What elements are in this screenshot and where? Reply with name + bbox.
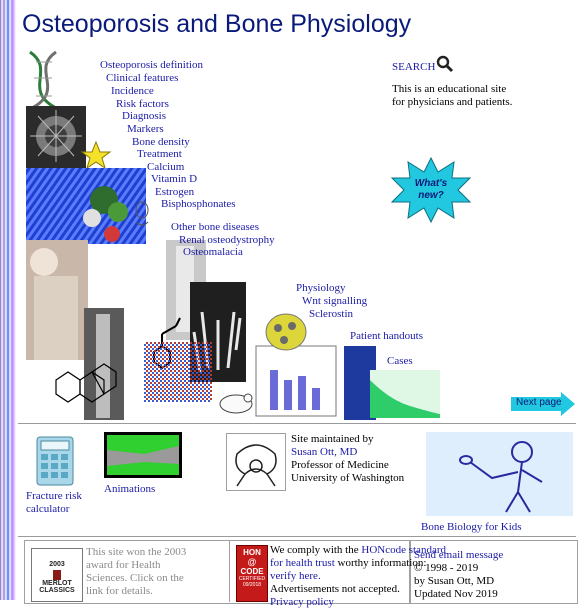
page-title: Osteoporosis and Bone Physiology [22, 10, 412, 38]
nav-physiology[interactable]: Physiology [296, 282, 346, 294]
divider-bottom [18, 536, 576, 537]
honcode-standard-link[interactable]: HONcode standard [361, 544, 446, 556]
bone-biology-kids-link[interactable]: Bone Biology for Kids [421, 521, 522, 533]
microarray-image [144, 342, 212, 402]
hon-badge-cert: CERTIFIED [238, 576, 266, 582]
blue-texture-image [26, 168, 146, 244]
updated-text: Updated Nov 2019 [414, 588, 498, 600]
nav-bisphosphonates[interactable]: Bisphosphonates [161, 198, 236, 210]
nav-cases[interactable]: Cases [387, 355, 413, 367]
merlot-name: MERLOT [42, 580, 72, 587]
animation-thumbnail[interactable] [104, 432, 182, 478]
hon-badge-code: CODE [240, 567, 264, 576]
intro-line-1: This is an educational site [392, 83, 507, 95]
nav-bone-density[interactable]: Bone density [132, 136, 190, 148]
nav-clinical-features[interactable]: Clinical features [106, 72, 179, 84]
verify-here-link[interactable]: verify here. [270, 570, 321, 582]
bone-wave-image [370, 370, 440, 418]
honcode-badge[interactable] [236, 545, 268, 602]
search-link[interactable]: SEARCH [392, 61, 436, 73]
merlot-badge[interactable] [31, 548, 83, 602]
honcode-text [270, 544, 446, 609]
merlot-year: 2003 [49, 561, 65, 568]
author-text: by Susan Ott, MD [414, 575, 495, 587]
maintainer-line-3: Professor of Medicine [291, 459, 389, 471]
dna-helix-icon [30, 52, 56, 108]
nav-renal-osteodystrophy[interactable]: Renal osteodystrophy [179, 234, 275, 246]
contact-block [414, 549, 503, 601]
health-trust-link[interactable]: for health trust [270, 557, 335, 569]
mouse-icon [220, 394, 252, 413]
intro-line-2: for physicians and patients. [392, 96, 513, 108]
merlot-text [86, 546, 186, 598]
hon-badge-at: @ [247, 557, 257, 567]
nav-other-bone-diseases[interactable]: Other bone diseases [171, 221, 259, 233]
merlot-sub: CLASSICS [39, 587, 75, 594]
nav-sclerostin[interactable]: Sclerostin [309, 308, 353, 320]
nav-calcium[interactable]: Calcium [147, 161, 185, 173]
merlot-text-line-3: Sciences. Click on the [86, 572, 184, 584]
nav-markers[interactable]: Markers [127, 123, 164, 135]
next-page-label: Next page [516, 397, 562, 408]
hon-badge-date: 09/2018 [242, 582, 262, 588]
whats-new-line-2: new? [418, 190, 444, 201]
next-page-button[interactable] [511, 392, 575, 416]
nav-incidence[interactable]: Incidence [111, 85, 154, 97]
nav-vitamin-d[interactable]: Vitamin D [151, 173, 198, 185]
patient-photo [26, 240, 88, 360]
cell-illustration [266, 314, 306, 350]
fracture-risk-link-line-2[interactable]: calculator [26, 503, 70, 515]
fracture-risk-link-line-1[interactable]: Fracture risk [26, 490, 82, 502]
merlot-text-line-4: link for details. [86, 585, 153, 597]
vertebra-drawing [226, 433, 286, 491]
merlot-text-line-1: This site won the 2003 [86, 546, 187, 558]
send-email-link[interactable]: Send email message [414, 549, 504, 561]
nav-patient-handouts[interactable]: Patient handouts [350, 330, 424, 342]
privacy-policy-link[interactable]: Privacy policy [270, 596, 334, 608]
nav-diagnosis[interactable]: Diagnosis [122, 110, 166, 122]
nav-risk-factors[interactable]: Risk factors [116, 98, 169, 110]
merlot-text-line-2: award for Health [86, 559, 161, 571]
maintainer-name-link[interactable]: Susan Ott, MD [291, 446, 358, 458]
nav-osteoporosis-definition[interactable]: Osteoporosis definition [100, 59, 203, 71]
skeleton-kid-image[interactable] [426, 432, 573, 516]
nav-wnt-signalling[interactable]: Wnt signalling [302, 295, 368, 307]
nav-estrogen[interactable]: Estrogen [155, 186, 195, 198]
divider-top [18, 423, 576, 424]
hon-text-post: worthy information: [334, 557, 427, 569]
animations-link[interactable]: Animations [104, 483, 156, 495]
bar-chart-thumbnail [256, 346, 336, 416]
hon-text-pre: We comply with the [270, 544, 362, 556]
magnifier-icon[interactable] [436, 55, 454, 73]
calculator-icon[interactable] [36, 436, 74, 486]
hon-badge-top: HON [243, 548, 261, 557]
maintainer-line-1: Site maintained by [291, 433, 374, 445]
ads-notice: Advertisements not accepted. [270, 583, 400, 595]
nav-osteomalacia[interactable]: Osteomalacia [183, 246, 243, 258]
copyright-text: © 1998 - 2019 [414, 562, 479, 574]
bone-cell-micrograph [26, 106, 86, 168]
nav-treatment[interactable]: Treatment [137, 148, 182, 160]
trophy-icon [53, 570, 61, 580]
left-decorative-stripe [0, 0, 16, 600]
maintainer-line-4: University of Washington [291, 472, 405, 484]
whats-new-button[interactable] [390, 156, 472, 224]
whats-new-line-1: What's [414, 178, 448, 189]
star-icon [82, 142, 110, 168]
